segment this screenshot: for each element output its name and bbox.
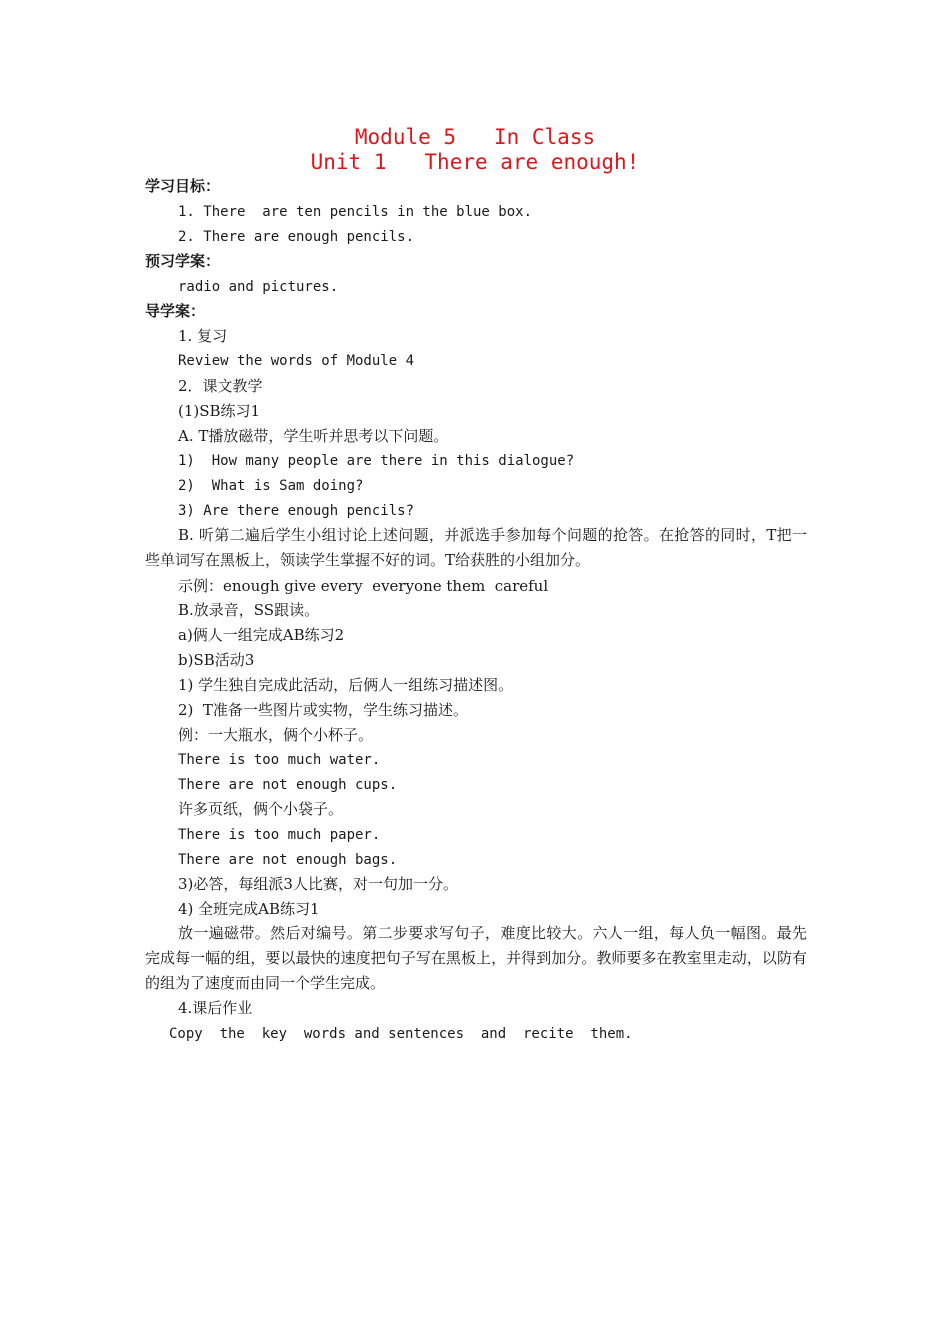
guide-line: B.放录音，SS跟读。 <box>178 601 320 619</box>
guide-line: 许多页纸，俩个小袋子。 <box>178 800 344 818</box>
paragraph-final: 放一遍磁带。然后对编号。第二步要求写句子，难度比较大。六人一组，每人负一幅图。最先完成每一幅的组，要以最快的速度把句子写在黑板上，并得到加分。教师要多在教室里走动，以防有的组为了速度而由同一个学生完成。 <box>145 924 807 992</box>
homework-heading: 4.课后作业 <box>178 999 253 1017</box>
guide-line: A. T播放磁带，学生听并思考以下问题。 <box>178 427 449 445</box>
example-sentence: There are not enough bags. <box>178 852 398 868</box>
homework-text: Copy the key words and sentences and recite them. <box>169 1026 633 1042</box>
guide-line: 1. 复习 <box>178 327 228 345</box>
guide-line: (1)SB练习1 <box>178 402 261 420</box>
guide-line: 2) T准备一些图片或实物，学生练习描述。 <box>178 701 468 719</box>
guide-line: b)SB活动3 <box>178 651 255 669</box>
guide-line: 2．课文教学 <box>178 377 263 395</box>
objective-item-2: 2. There are enough pencils. <box>178 229 415 245</box>
example-sentence: There are not enough cups. <box>178 777 398 793</box>
unit-title: Unit 1 There are enough! <box>310 150 640 174</box>
guide-line: 3)必答，每组派3人比赛，对一句加一分。 <box>178 875 458 893</box>
question-2: 2) What is Sam doing? <box>178 478 364 494</box>
guide-line: 1) 学生独自完成此活动，后俩人一组练习描述图。 <box>178 676 514 694</box>
preview-text: radio and pictures. <box>178 279 339 295</box>
question-3: 3) Are there enough pencils? <box>178 503 415 519</box>
guide-line: 例：一大瓶水，俩个小杯子。 <box>178 726 374 744</box>
guide-heading: 导学案： <box>145 302 206 320</box>
example-sentence: There is too much water. <box>178 752 381 768</box>
module-title: Module 5 In Class <box>354 125 596 149</box>
example-sentence: There is too much paper. <box>178 827 381 843</box>
objective-item-1: 1. There are ten pencils in the blue box. <box>178 204 533 220</box>
example-words: 示例：enough give every everyone them careful <box>178 577 549 595</box>
guide-line: 4) 全班完成AB练习1 <box>178 900 320 918</box>
question-1: 1) How many people are there in this dialogue? <box>178 453 575 469</box>
objectives-heading: 学习目标： <box>145 177 221 195</box>
guide-line: a)俩人一组完成AB练习2 <box>178 626 345 644</box>
paragraph-b: B. 听第二遍后学生小组讨论上述问题，并派选手参加每个问题的抢答。在抢答的同时，T把一些单词写在黑板上，领读学生掌握不好的词。T给获胜的小组加分。 <box>145 526 807 569</box>
guide-line: Review the words of Module 4 <box>178 353 415 369</box>
preview-heading: 预习学案： <box>145 252 221 270</box>
